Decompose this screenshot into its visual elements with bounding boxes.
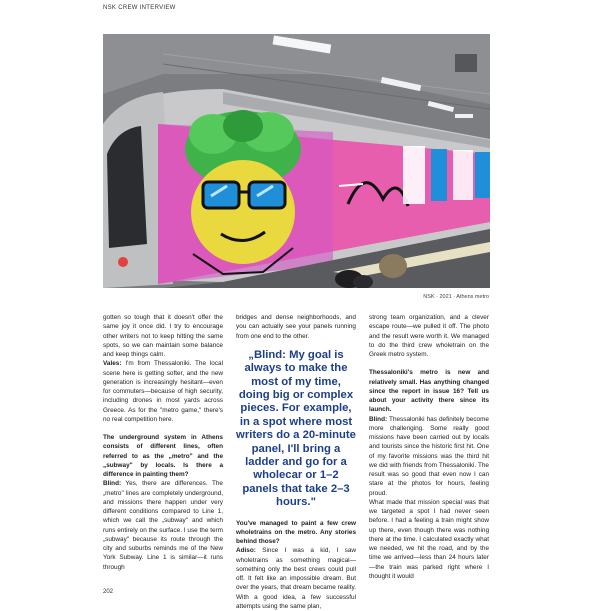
text-column-2 [236,313,356,611]
paragraph: What made that mission special was that we targeted a spot I had never seen before. I had a feeling a train might show up there, even though there was nothing there at the time. I calculated exactly what we needed, we hit the road, and by the time we arrived—less than 24 hours later—the train was parked right where I thought it would [369,498,489,580]
interview-question: Thessaloniki's metro is new and relatively small. Has anything changed since the report in issue 16? Tell us about your activity there since its launch. [369,369,489,414]
paragraph-text: Since I was a kid, I saw wholetrains as something magical—something only the best crews could pull off. It felt like an impossible dream. But over the years, that dream became reality. With a good idea, a few successful attempts using the same plan, [236,547,356,610]
paragraph-text: Yes, there are differences. The „metro" lines are completely underground, and missions there happen under very different conditions compared to Line 1, which we call the „subway" and which runs entirely on the surface. I use the term „subway" because its route through the city and suburbs reminds me of the New York Subway. Line 1 is similar—it runs through [103,480,223,571]
page-number: 202 [103,589,114,595]
speaker-name: Blind: [369,415,388,423]
speaker-name: Vales: [103,360,122,368]
speaker-name: Adiso: [236,547,256,555]
pull-quote: „Blind: My goal is always to make the most of my time, doing big or complex pieces. For example, in a spot where most writers do a 20-minute panel, I'll bring a ladder and go for a wholecar or 1–2 panels that take 2–3 hours." [236,348,356,509]
speaker-name: Blind: [103,480,122,488]
metro-graffiti-photo [103,34,490,288]
paragraph [103,359,223,424]
section-header: NSK CREW INTERVIEW [103,5,176,11]
interview-question: The underground system in Athens consists of different lines, often referred to as the „metro" and the „subway" by locals. Is there a difference in painting them? [103,434,223,478]
interview-question: You've managed to paint a few crew wholetrains on the metro. Any stories behind those? [236,519,356,546]
paragraph [236,546,356,611]
paragraph: strong team organization, and a clever escape route—we pulled it off. The photo and the result were worth it. We managed to do the third crew wholetrain on the Greek metro system. [369,314,489,358]
paragraph: bridges and dense neighborhoods, and you can actually see your panels running from one end to the other. [236,314,356,340]
photo-caption: NSK · 2021 · Athens metro [423,294,489,300]
spacer [103,424,223,433]
paragraph [103,479,223,572]
paragraph-text: Thessaloniki has definitely become more challenging. Some really good missions have been carried out by locals and tourists since the historic first hit. One of my favorite missions was the third hit we did with friends from Thessaloniki. The result was so good that even now I can stare at the photos for hours, feeling proud. [369,415,489,497]
paragraph [369,415,489,498]
paragraph-text: I'm from Thessaloniki. The local scene here is getting softer, and the new generation is increasingly hesitant—even for commuters—because of high security, including drones in most yards across Greece. As for the "metro game," there's no real competition here. [103,360,223,423]
text-column-3 [369,313,489,581]
spacer [369,359,489,368]
paragraph: gotten so tough that it doesn't offer the same joy it once did. I try to encourage other writers not to keep hitting the same spots, so we can maintain some balance and keep things calm. [103,314,223,358]
text-column-1 [103,313,223,572]
